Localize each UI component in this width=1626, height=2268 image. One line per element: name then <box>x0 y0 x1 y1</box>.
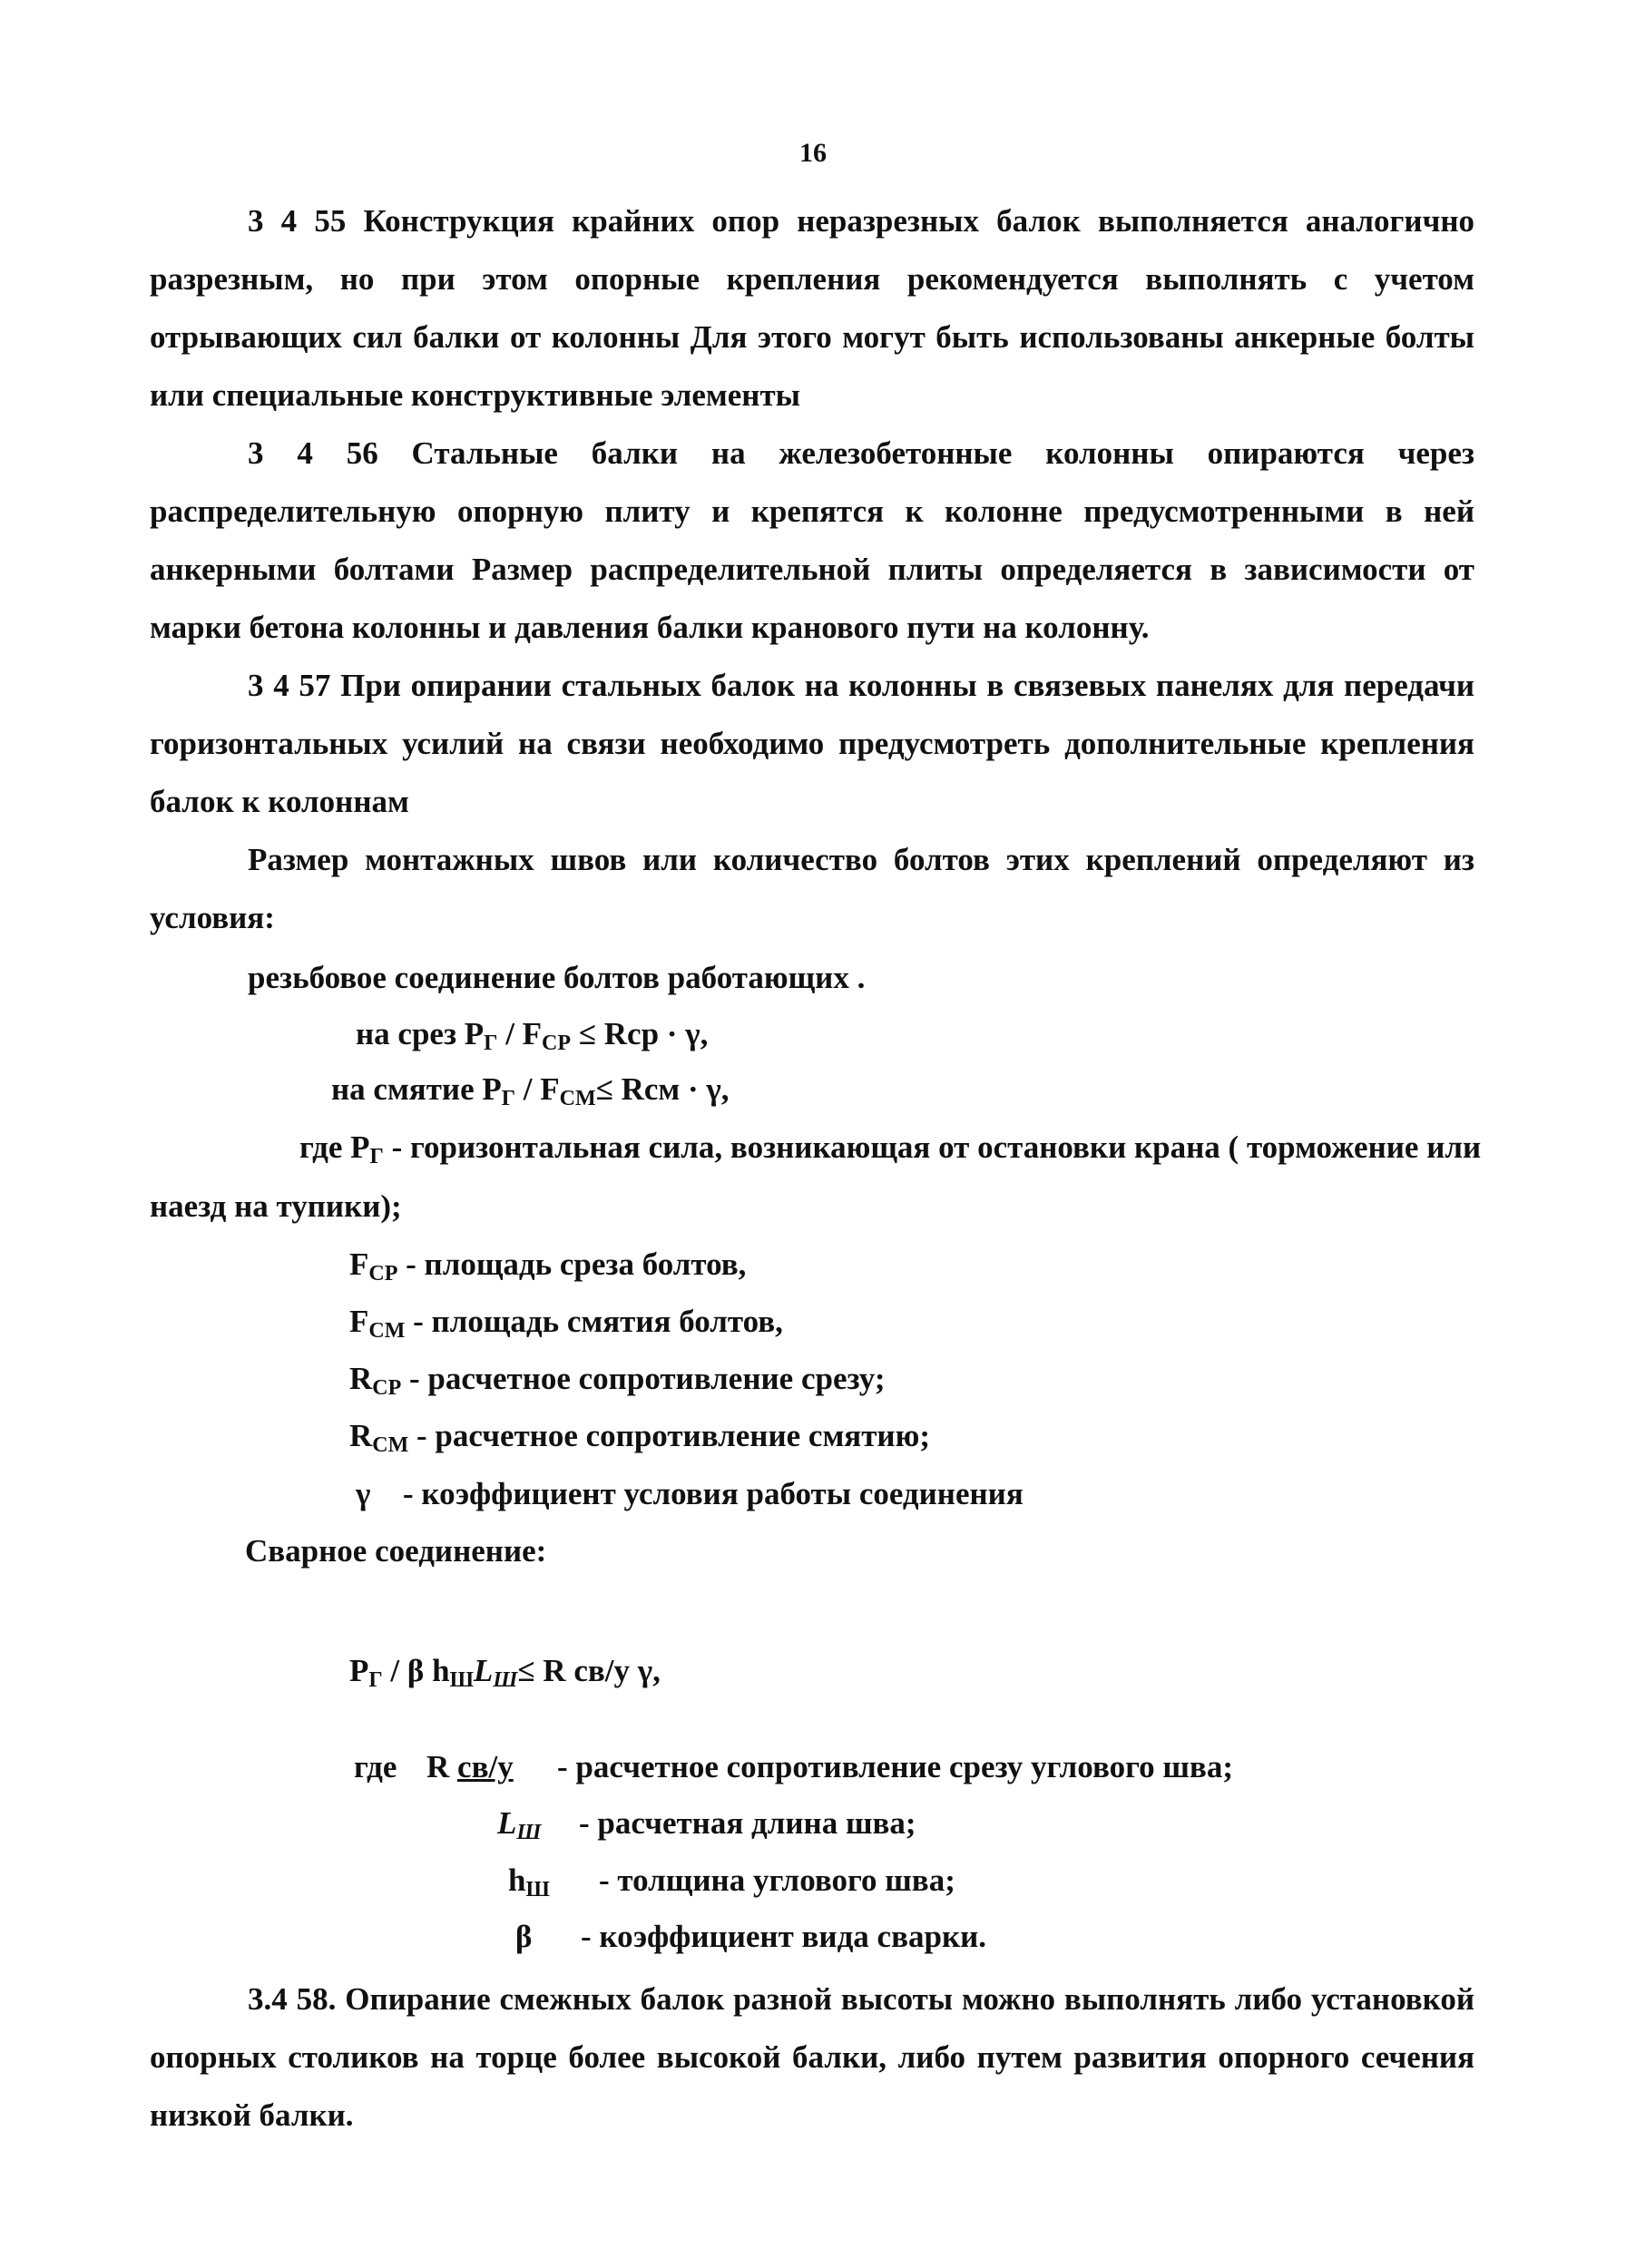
definition-rcp: $R_{СР}$ - расчетное сопротивление срезу; <box>349 1361 886 1400</box>
paragraph-text: Размер монтажных швов или количество болтов этих креплений определяют из условия: <box>150 842 1474 935</box>
threaded-connection-label: резьбовое соединение болтов работающих . <box>248 960 866 995</box>
definition-rcm: $R_{СМ}$ - расчетное сопротивление смятию; <box>349 1418 930 1457</box>
paragraph-3-4-58 <box>150 1970 1474 2145</box>
definition-fcp: $F_{СР}$ - площадь среза болтов, <box>349 1246 747 1286</box>
definition-gamma: γ - коэффициент условия работы соединения <box>356 1476 1024 1511</box>
weld-def-r: где R св/у - расчетное сопротивление срезу углового шва; <box>354 1749 1233 1784</box>
weld-def-h: $h_Ш$ - толщина углового шва; <box>508 1862 955 1901</box>
paragraph-3-4-55 <box>150 192 1474 425</box>
paragraph-text: 3.4 58. Опирание смежных балок разной высоты можно выполнять либо установкой опорных столиков на торце более высокой балки, либо путем развития опорного сечения низкой балки. <box>150 1981 1474 2133</box>
paragraph-text: 3 4 57 При опирании стальных балок на колонны в связевых панелях для передачи горизонтальных усилий на связи необходимо предусмотреть дополнительные крепления балок к колоннам <box>150 668 1474 819</box>
weld-def-l: $L_Ш$ - расчетная длина шва; <box>497 1805 916 1844</box>
paragraph-conditions <box>150 831 1474 947</box>
shear-formula: на срез $P_Г / F_{СР}$ ≤ Rср · γ, <box>356 1016 709 1055</box>
paragraph-3-4-56 <box>150 425 1474 657</box>
where-pg-continuation: наезд на тупики); <box>150 1188 402 1224</box>
paragraph-text: 3 4 55 Конструкция крайних опор неразрезных балок выполняется аналогично разрезным, но при этом опорные крепления рекомендуется выполнять с учетом отрывающих сил балки от колонны Для этого могут быть использованы анкерные болты или специальные конструктивные элементы <box>150 203 1474 413</box>
where-pg-definition: где $P_Г$ - горизонтальная сила, возникающая от остановки крана ( торможение или <box>299 1129 1482 1168</box>
welded-connection-label: Сварное соединение: <box>245 1533 547 1569</box>
page-number: 16 <box>799 138 827 168</box>
crush-formula: на смятие $P_Г / F_{СМ}\le$ Rсм · γ, <box>331 1071 730 1110</box>
definition-fcm: $F_{СМ}$ - площадь смятия болтов, <box>349 1304 783 1343</box>
weld-def-beta: β - коэффициент вида сварки. <box>515 1919 987 1954</box>
weld-formula: $P_Г$ / β $h_ШL_Ш\le R$ св/у γ, <box>349 1653 661 1692</box>
paragraph-text: 3 4 56 Стальные балки на железобетонные колонны опираются через распределительную опорную плиту и крепятся к колонне предусмотренными в ней анкерными болтами Размер распределительной плиты определяется в зависимости от марки бетона колонны и давления балки кранового пути на колонну. <box>150 435 1474 645</box>
paragraph-3-4-57 <box>150 657 1474 831</box>
